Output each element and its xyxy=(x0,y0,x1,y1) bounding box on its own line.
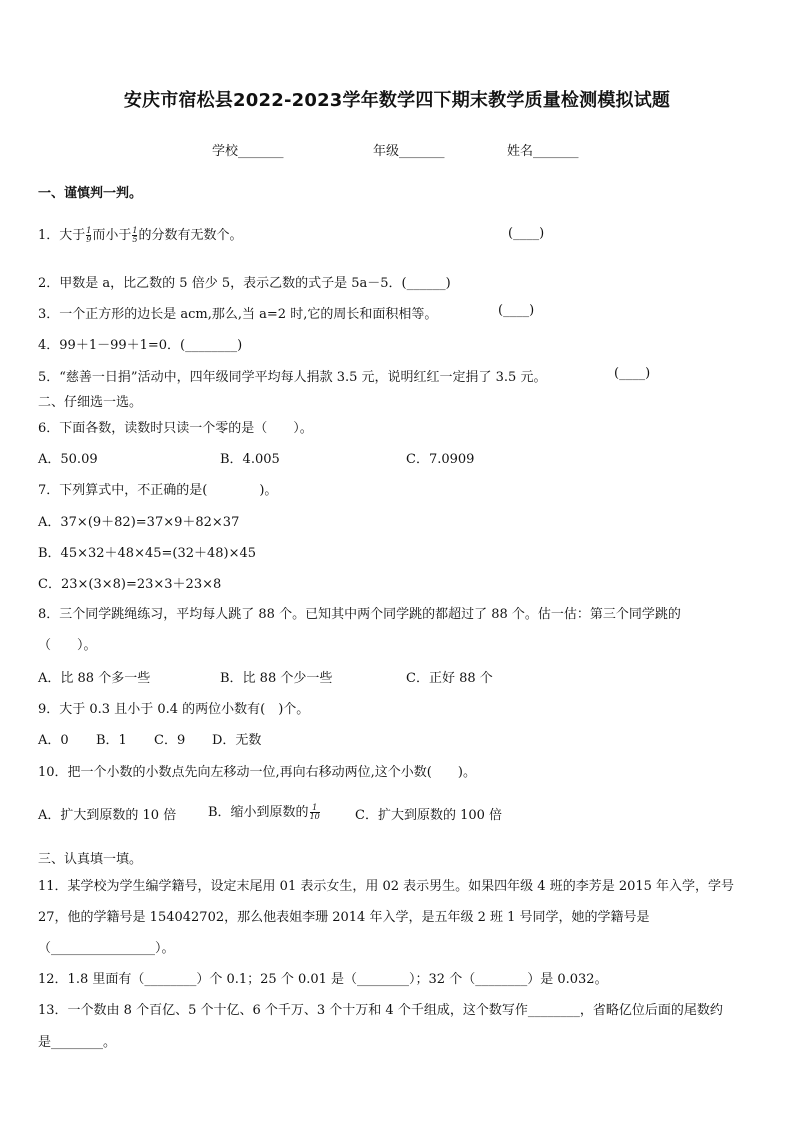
question-11-cont: 27，他的学籍号是 154042702，那么他表姐李珊 2014 年入学，是五年级 2 班 1 号同学，她的学籍号是 xyxy=(38,910,650,925)
q1-post: 的分数有无数个。 xyxy=(138,228,243,243)
grade-field xyxy=(373,140,445,159)
option-a: A．0 xyxy=(38,733,69,748)
question-11-answer: （________________）。 xyxy=(38,941,175,956)
option-a: A．比 88 个多一些 xyxy=(38,671,151,686)
option-b-text: B．缩小到原数的 xyxy=(208,805,309,820)
question-3 xyxy=(38,303,764,322)
question-11: 11．某学校为学生编学籍号，设定末尾用 01 表示女生，用 02 表示男生。如果四年级 4 班的李芳是 2015 年入学，学号 xyxy=(38,879,735,894)
question-13-cont: 是________。 xyxy=(38,1035,117,1050)
question-9: 9．大于 0.3 且小于 0.4 的两位小数有( )个。 xyxy=(38,702,310,717)
question-13: 13．一个数由 8 个百亿、5 个十亿、6 个千万、3 个十万和 4 个千组成，这个数写作________，省略亿位后面的尾数约 xyxy=(38,1003,723,1018)
fraction-1-9 xyxy=(86,227,91,244)
fraction-1-5 xyxy=(132,227,137,244)
option-b: B．45×32＋48×45=(32＋48)×45 xyxy=(38,546,257,561)
q5-text: 5．“慈善一日捐”活动中，四年级同学平均每人捐款 3.5 元，说明红红一定捐了 3.5 元。 xyxy=(38,370,547,385)
question-5 xyxy=(38,366,764,385)
grade-label: 年级 xyxy=(373,144,400,159)
q1-answer-paren: (____) xyxy=(508,226,545,241)
q5-answer-paren: (____) xyxy=(614,366,651,381)
q1-pre: 1．大于 xyxy=(38,228,86,243)
frac-num: 1 xyxy=(310,804,320,813)
school-label: 学校 xyxy=(212,144,239,159)
option-b: B．比 88 个少一些 xyxy=(220,671,333,686)
option-c: C．扩大到原数的 100 倍 xyxy=(355,808,503,823)
section-heading-3: 三、认真填一填。 xyxy=(38,852,143,867)
section-heading-1: 一、谨慎判一判。 xyxy=(38,186,143,201)
question-7: 7．下列算式中，不正确的是( )。 xyxy=(38,483,278,498)
frac-num: 1 xyxy=(132,226,138,235)
school-blank: _______ xyxy=(238,144,284,159)
frac-den: 5 xyxy=(132,235,138,244)
name-blank: _______ xyxy=(533,144,579,159)
option-c: C．23×(3×8)=23×3＋23×8 xyxy=(38,577,222,592)
section-heading-2: 二、仔细选一选。 xyxy=(38,395,143,410)
q3-answer-paren: (____) xyxy=(498,303,535,318)
option-a: A．50.09 xyxy=(38,452,98,467)
frac-num: 1 xyxy=(86,226,92,235)
option-c: C．7.0909 xyxy=(406,452,475,467)
grade-blank: _______ xyxy=(399,144,445,159)
fraction-1-10 xyxy=(310,804,320,821)
option-c: C．9 xyxy=(154,733,186,748)
question-8: 8．三个同学跳绳练习，平均每人跳了 88 个。已知其中两个同学跳的都超过了 88 个。估一估：第三个同学跳的 xyxy=(38,607,681,622)
option-b: B．1 xyxy=(96,733,127,748)
question-10: 10．把一个小数的小数点先向左移动一位,再向右移动两位,这个小数( )。 xyxy=(38,765,476,780)
option-a: A．扩大到原数的 10 倍 xyxy=(38,808,177,823)
question-8-cont: （ ）。 xyxy=(38,638,97,653)
page-title: 安庆市宿松县2022-2023学年数学四下期末教学质量检测模拟试题 xyxy=(123,90,671,111)
frac-den: 9 xyxy=(86,235,92,244)
question-12: 12．1.8 里面有（________）个 0.1；25 个 0.01 是（________）；32 个（________）是 0.032。 xyxy=(38,972,608,987)
question-2: 2．甲数是 a，比乙数的 5 倍少 5，表示乙数的式子是 5a－5．(______) xyxy=(38,276,451,291)
frac-den: 10 xyxy=(309,812,320,821)
q1-mid: 而小于 xyxy=(92,228,132,243)
option-b xyxy=(208,801,321,821)
option-b: B．4.005 xyxy=(220,452,280,467)
q3-text: 3．一个正方形的边长是 acm,那么,当 a=2 时,它的周长和面积相等。 xyxy=(38,307,438,322)
name-field xyxy=(507,140,579,159)
option-d: D．无数 xyxy=(212,733,262,748)
question-1 xyxy=(38,224,764,244)
question-4: 4．99＋1－99＋1=0．(________) xyxy=(38,338,243,353)
option-c: C．正好 88 个 xyxy=(406,671,493,686)
school-field xyxy=(212,140,284,159)
name-label: 姓名 xyxy=(507,144,534,159)
option-a: A．37×(9＋82)=37×9＋82×37 xyxy=(38,515,240,530)
question-6: 6．下面各数，读数时只读一个零的是（ ）。 xyxy=(38,421,313,436)
